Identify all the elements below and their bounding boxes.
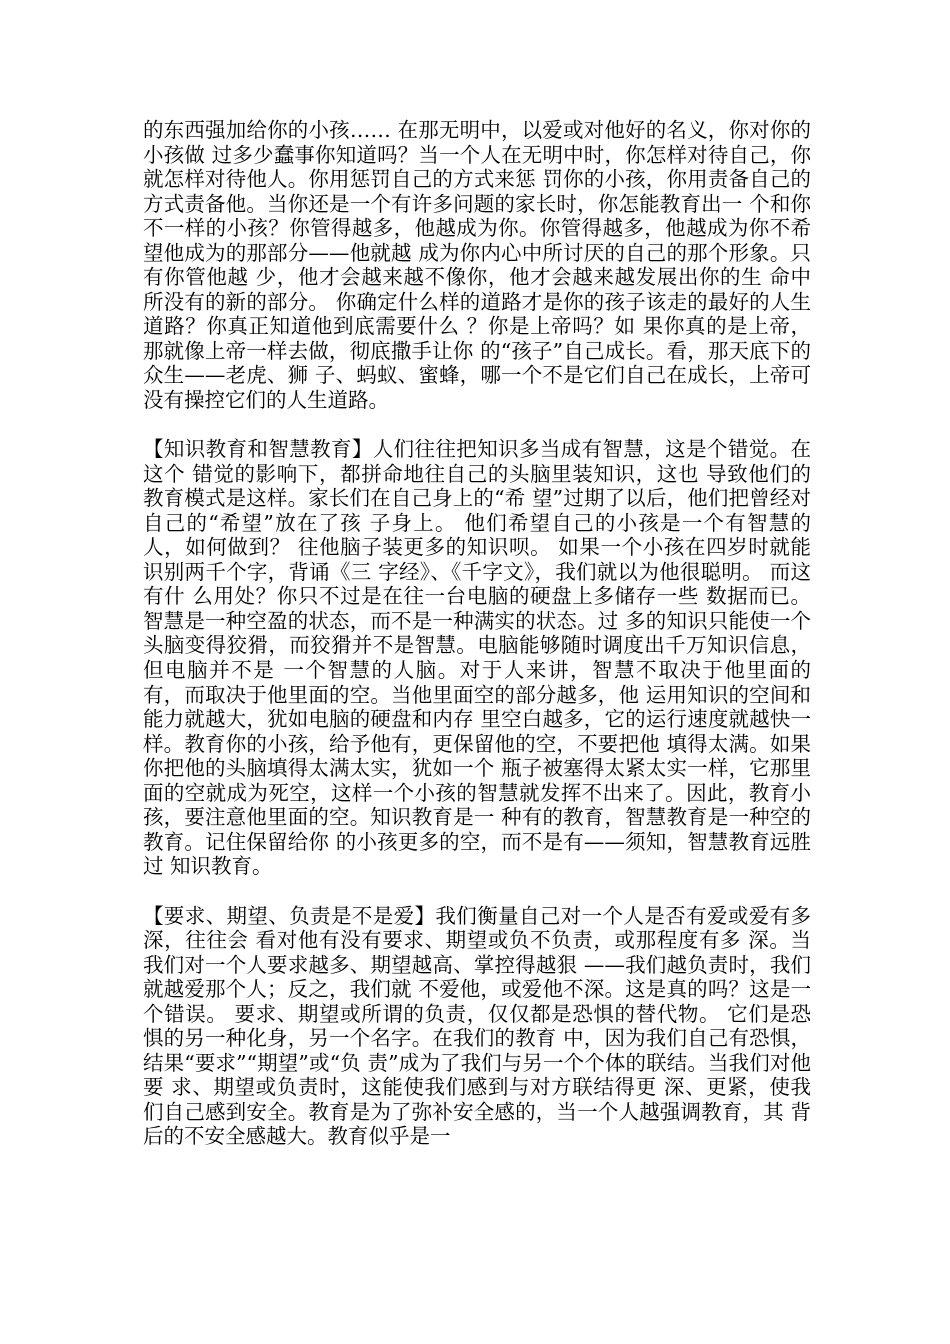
paragraph-expectation-and-love: 【要求、期望、负责是不是爱】我们衡量自己对一个人是否有爱或爱有多深，往往会 看对他有没有要求、期望或负不负责，或那程度有多 深。当我们对一个人要求越多、期望越高、掌控得越狠 ——我们越负责时，我们就越爱那个人；反之，我们就 不爱他，或爱他不深。这是真的吗？这是一个错误。 要求、期望或所谓的负责，仅仅都是恐惧的替代物。 它们是恐惧的另一种化身，另一个名字。在我们的教育 中，因为我们自己有恐惧，结果“要求”“期望”或“负 责”成为了我们与另一个个体的联结。当我们对他要 求、期望或负责时，这能使我们感到与对方联结得更 深、更紧，使我们自己感到安全。教育是为了弥补安全感的，当一个人越强调教育，其 背后的不安全感越大。教育似乎是一	[143, 903, 811, 1149]
paragraph-parenting-control: 的东西强加给你的小孩…… 在那无明中，以爱或对他好的名义，你对你的小孩做 过多少蠢事你知道吗？当一个人在无明中时，你怎样对待自己，你就怎样对待他人。你用惩罚自己的方式来惩 罚你的小孩，你用责备自己的方式责备他。当你还是一个有许多问题的家长时，你怎能教育出一 个和你不一样的小孩？你管得越多，他越成为你。你管得越多，他越成为你不希望他成为的那部分——他就越 成为你内心中所讨厌的自己的那个形象。只有你管他越 少，他才会越来越不像你，他才会越来越发展出你的生 命中所没有的新的部分。 你确定什么样的道路才是你的孩子该走的最好的人生 道路？你真正知道他到底需要什么 ？你是上帝吗？如 果你真的是上帝，那就像上帝一样去做，彻底撒手让你 的“孩子”自己成长。看，那天底下的众生——老虎、狮 子、蚂蚁、蜜蜂，哪一个不是它们自己在成长，上帝可 没有操控它们的人生道路。	[143, 118, 811, 413]
paragraph-knowledge-vs-wisdom: 【知识教育和智慧教育】人们往往把知识多当成有智慧，这是个错觉。在这个 错觉的影响下，都拼命地往自己的头脑里装知识，这也 导致他们的教育模式是这样。家长们在自己身上的“希 望”过期了以后，他们把曾经对自己的“希望”放在了孩 子身上。 他们希望自己的小孩是一个有智慧的人，如何做到？ 往他脑子装更多的知识呗。 如果一个小孩在四岁时就能识别两千个字，背诵《三 字经》、《千字文》，我们就以为他很聪明。 而这有什 么用处？你只不过是在往一台电脑的硬盘上多储存一些 数据而已。 智慧是一种空盈的状态，而不是一种满实的状态。过 多的知识只能使一个头脑变得狡猾，而狡猾并不是智慧。电脑能够随时调度出千万知识信息，但电脑并不是 一个智慧的人脑。对于人来讲，智慧不取决于他里面的 有，而取决于他里面的空。当他里面空的部分越多，他 运用知识的空间和能力就越大，犹如电脑的硬盘和内存 里空白越多，它的运行速度就越快一样。教育你的小孩，给予他有，更保留他的空，不要把他 填得太满。如果你把他的头脑填得太满太实，犹如一个 瓶子被塞得太紧太实一样，它那里面的空就成为死空，这样一个小孩的智慧就发挥不出来了。因此，教育小孩，要注意他里面的空。知识教育是一 种有的教育，智慧教育是一种空的教育。记住保留给你 的小孩更多的空，而不是有——须知，智慧教育远胜过 知识教育。	[143, 437, 811, 879]
document-page	[143, 118, 811, 1149]
